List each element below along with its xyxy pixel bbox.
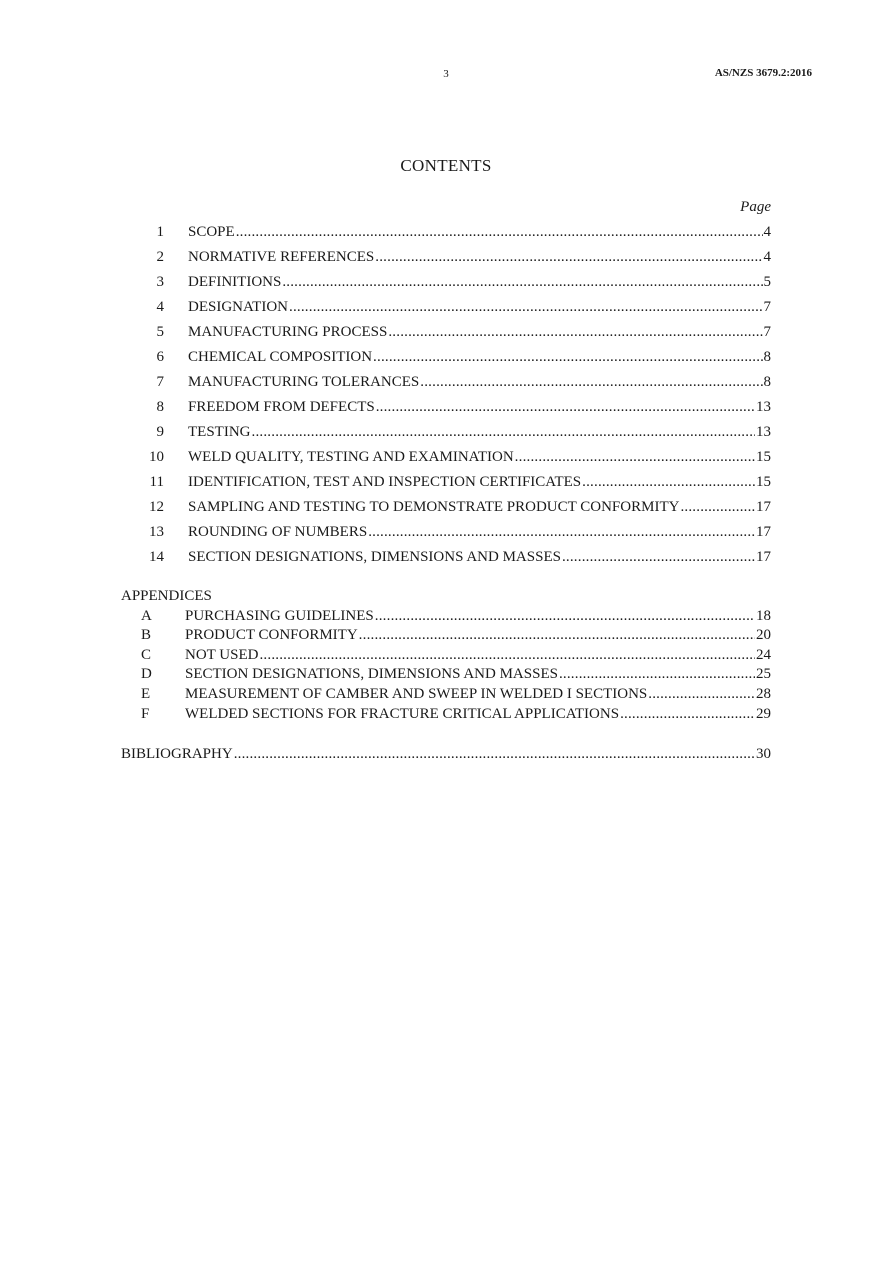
dot-leader (582, 474, 755, 491)
toc-entry-title: SECTION DESIGNATIONS, DIMENSIONS AND MASSES (185, 666, 558, 682)
appendix-letter: E (141, 686, 151, 702)
toc-entry-section-designations[interactable] (188, 549, 771, 569)
toc-entry-designation[interactable] (188, 299, 771, 319)
dot-leader (562, 549, 755, 566)
toc-entry-appendix-e[interactable] (185, 686, 771, 706)
dot-leader (420, 374, 762, 391)
clause-number: 9 (156, 424, 164, 440)
toc-entry-manufacturing-process[interactable] (188, 324, 771, 344)
clause-number: 13 (149, 524, 164, 540)
toc-entry-page: 7 (763, 324, 771, 340)
toc-entry-title: MANUFACTURING TOLERANCES (188, 374, 420, 390)
toc-entry-title: WELDED SECTIONS FOR FRACTURE CRITICAL APPLICATIONS (185, 706, 620, 722)
toc-entry-sampling-and-testing[interactable] (188, 499, 771, 519)
toc-entry-freedom-from-defects[interactable] (188, 399, 771, 419)
toc-entry-page: 30 (756, 746, 771, 762)
toc-entry-page: 18 (756, 608, 771, 624)
clause-number: 11 (149, 474, 164, 490)
toc-entry-title: FREEDOM FROM DEFECTS (188, 399, 375, 415)
toc-entry-title: PRODUCT CONFORMITY (185, 627, 358, 643)
toc-entry-page: 8 (763, 374, 771, 390)
dot-leader (236, 224, 763, 241)
toc-entry-title: SCOPE (188, 224, 235, 240)
toc-entry-page: 25 (756, 666, 771, 682)
clause-number: 12 (149, 499, 164, 515)
dot-leader (620, 706, 755, 723)
toc-entry-title: NOT USED (185, 647, 259, 663)
toc-entry-title: BIBLIOGRAPHY (121, 746, 233, 762)
toc-entry-scope[interactable] (188, 224, 771, 244)
toc-entry-page: 8 (763, 349, 771, 365)
page-column-label: Page (740, 199, 771, 215)
clause-number: 1 (156, 224, 164, 240)
clause-number: 10 (149, 449, 164, 465)
toc-entry-page: 17 (756, 524, 771, 540)
dot-leader (359, 627, 755, 644)
dot-leader (259, 647, 755, 664)
dot-leader (648, 686, 755, 703)
dot-leader (289, 299, 763, 316)
toc-entry-rounding-of-numbers[interactable] (188, 524, 771, 544)
dot-leader (373, 349, 762, 366)
toc-entry-bibliography[interactable] (121, 746, 771, 766)
toc-entry-page: 13 (756, 424, 771, 440)
dot-leader (559, 666, 755, 683)
dot-leader (376, 399, 755, 416)
clause-number: 2 (156, 249, 164, 265)
standard-number: AS/NZS 3679.2:2016 (714, 67, 812, 79)
dot-leader (680, 499, 755, 516)
toc-entry-title: DEFINITIONS (188, 274, 282, 290)
toc-entry-title: SECTION DESIGNATIONS, DIMENSIONS AND MASSES (188, 549, 561, 565)
toc-entry-title: NORMATIVE REFERENCES (188, 249, 375, 265)
toc-entry-page: 7 (763, 299, 771, 315)
toc-entry-appendix-d[interactable] (185, 666, 771, 686)
toc-entry-page: 17 (756, 499, 771, 515)
appendix-letter: D (141, 666, 152, 682)
toc-entry-title: WELD QUALITY, TESTING AND EXAMINATION (188, 449, 514, 465)
toc-entry-page: 4 (763, 249, 771, 265)
toc-entry-weld-quality[interactable] (188, 449, 771, 469)
appendices-heading: APPENDICES (121, 588, 212, 604)
toc-entry-page: 5 (763, 274, 771, 290)
dot-leader (252, 424, 756, 441)
appendix-letter: F (141, 706, 150, 722)
toc-entry-page: 17 (756, 549, 771, 565)
toc-entry-title: ROUNDING OF NUMBERS (188, 524, 368, 540)
clause-number: 6 (156, 349, 164, 365)
toc-entry-page: 15 (756, 449, 771, 465)
toc-entry-manufacturing-tolerances[interactable] (188, 374, 771, 394)
toc-entry-page: 29 (756, 706, 771, 722)
appendix-letter: C (141, 647, 152, 663)
dot-leader (388, 324, 762, 341)
toc-entry-title: PURCHASING GUIDELINES (185, 608, 374, 624)
toc-entry-appendix-a[interactable] (185, 608, 771, 628)
toc-entry-title: DESIGNATION (188, 299, 288, 315)
appendix-letter: A (141, 608, 152, 624)
page-number: 3 (443, 68, 449, 80)
appendix-letter: B (141, 627, 152, 643)
toc-entry-page: 24 (756, 647, 771, 663)
dot-leader (375, 249, 762, 266)
toc-entry-title: IDENTIFICATION, TEST AND INSPECTION CERTIFICATES (188, 474, 582, 490)
clause-number: 14 (149, 549, 164, 565)
toc-entry-definitions[interactable] (188, 274, 771, 294)
toc-entry-page: 20 (756, 627, 771, 643)
toc-entry-normative-references[interactable] (188, 249, 771, 269)
clause-number: 4 (156, 299, 164, 315)
clause-number: 3 (156, 274, 164, 290)
toc-entry-testing[interactable] (188, 424, 771, 444)
dot-leader (282, 274, 762, 291)
toc-entry-appendix-b[interactable] (185, 627, 771, 647)
toc-entry-title: MEASUREMENT OF CAMBER AND SWEEP IN WELDED I SECTIONS (185, 686, 648, 702)
toc-entry-chemical-composition[interactable] (188, 349, 771, 369)
clause-number: 8 (156, 399, 164, 415)
dot-leader (234, 746, 755, 763)
dot-leader (368, 524, 755, 541)
toc-entry-appendix-f[interactable] (185, 706, 771, 726)
toc-entry-title: TESTING (188, 424, 251, 440)
clause-number: 7 (156, 374, 164, 390)
contents-title: CONTENTS (400, 156, 492, 175)
toc-entry-appendix-c[interactable] (185, 647, 771, 667)
toc-entry-title: SAMPLING AND TESTING TO DEMONSTRATE PRODUCT CONFORMITY (188, 499, 680, 515)
toc-entry-page: 15 (756, 474, 771, 490)
toc-entry-page: 28 (756, 686, 771, 702)
toc-entry-identification[interactable] (188, 474, 771, 494)
dot-leader (375, 608, 755, 625)
toc-entry-title: MANUFACTURING PROCESS (188, 324, 388, 340)
dot-leader (515, 449, 755, 466)
clause-number: 5 (156, 324, 164, 340)
toc-entry-title: CHEMICAL COMPOSITION (188, 349, 373, 365)
toc-entry-page: 4 (763, 224, 771, 240)
toc-entry-page: 13 (756, 399, 771, 415)
